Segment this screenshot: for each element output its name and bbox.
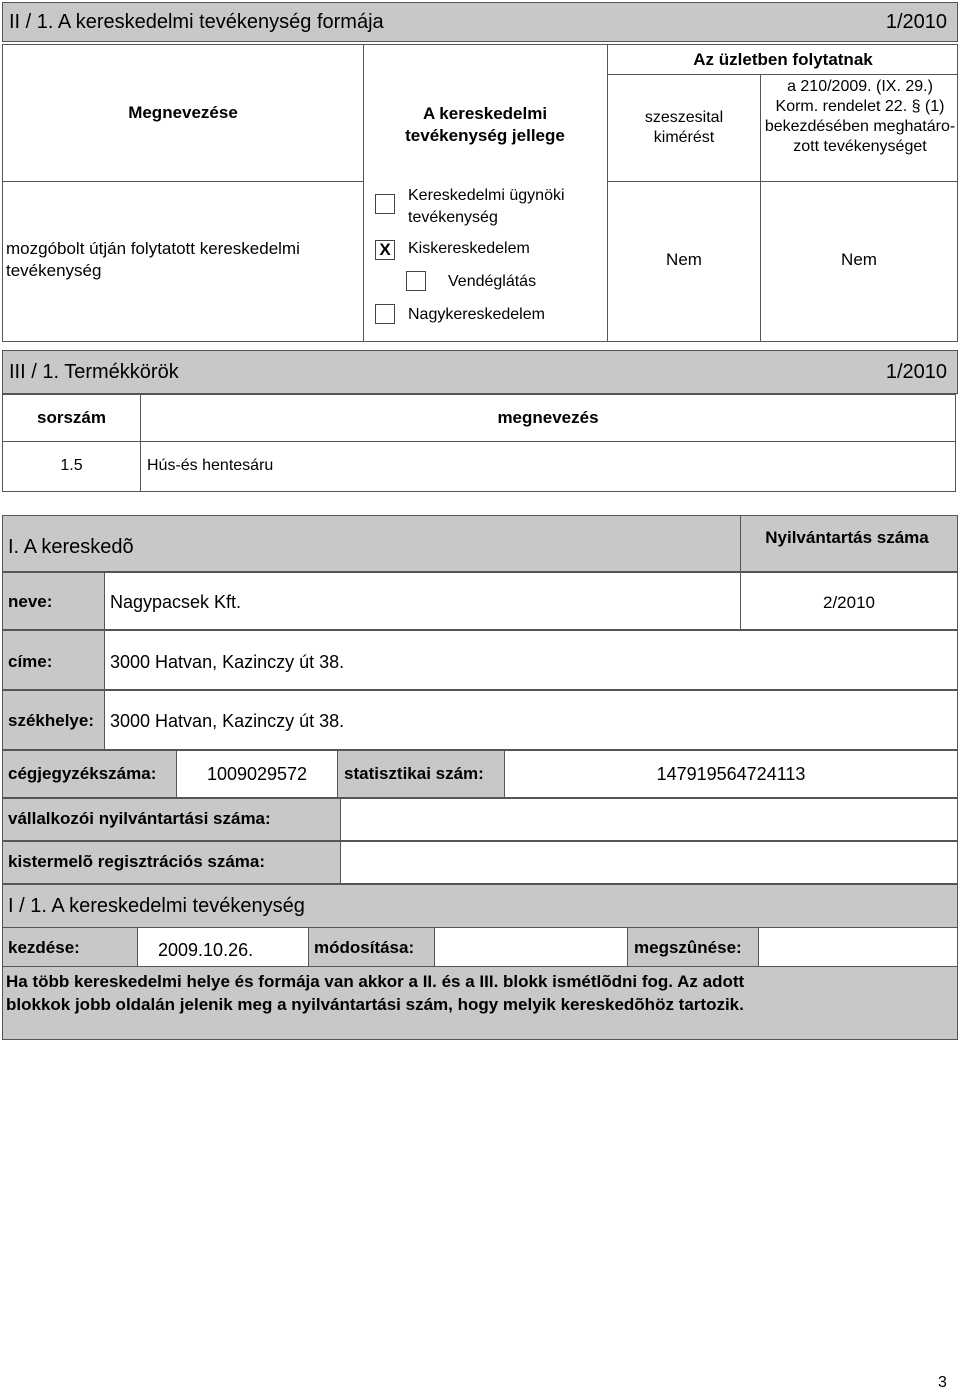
checkbox-wholesale[interactable]	[375, 304, 395, 324]
row-name: mozgóbolt útján folytatott kereskedelmi tevékenység	[6, 239, 300, 280]
name-value: Nagypacsek Kft.	[110, 592, 242, 612]
divider	[608, 181, 958, 182]
company-reg-value: 1009029572	[206, 764, 308, 784]
section3-header	[2, 350, 958, 394]
divider	[740, 515, 741, 572]
divider	[608, 74, 958, 75]
activity-note: Ha több kereskedelmi helye és formája van akkor a II. és a III. blokk ismétlõdni fog. Az adott blokkok jobb oldalán jelenik meg a nyilvántartási szám, hogy melyik kereskedõhöz tartozik.	[6, 972, 745, 1014]
entrepreneur-cell	[340, 799, 957, 840]
page-number: 3	[938, 1374, 947, 1391]
section3-title: III / 1. Termékkörök	[9, 360, 179, 383]
divider	[363, 44, 364, 342]
end-cell	[758, 928, 957, 966]
farmer-label: kistermelõ regisztrációs száma:	[8, 852, 266, 871]
address-label: címe:	[8, 652, 53, 671]
modify-label: módosítása:	[314, 938, 415, 957]
divider	[3, 441, 955, 442]
option-label: Vendéglátás	[448, 273, 537, 290]
col-header-name: Megnevezése	[128, 102, 238, 122]
product-name: Hús-és hentesáru	[147, 457, 274, 474]
divider	[3, 181, 363, 182]
col-header-group: Az üzletben folytatnak	[693, 50, 873, 69]
end-label: megszûnése:	[634, 938, 742, 957]
alcohol-value: Nem	[666, 250, 702, 269]
stat-value: 147919564724113	[656, 764, 806, 784]
reg-header: Nyilvántartás száma	[765, 528, 929, 547]
start-value: 2009.10.26.	[158, 940, 254, 960]
name-label: neve:	[8, 592, 53, 611]
col-header-product: megnevezés	[497, 408, 599, 427]
entrepreneur-label: vállalkozói nyilvántartási száma:	[8, 809, 271, 828]
option-checkbox[interactable]	[375, 240, 395, 260]
divider	[760, 74, 761, 342]
checkbox-retail[interactable]: X	[375, 240, 395, 260]
checkbox-catering[interactable]	[406, 271, 426, 291]
address-value: 3000 Hatvan, Kazinczy út 38.	[110, 652, 345, 672]
col-header-regulation: a 210/2009. (IX. 29.) Korm. rendelet 22. § (1) bekezdésében meghatáro- zott tevékenységet	[764, 78, 956, 155]
divider	[607, 44, 608, 342]
option-label: Nagykereskedelem	[408, 306, 545, 323]
regulation-value: Nem	[841, 250, 877, 269]
option-label: Kereskedelmi ügynöki tevékenység	[408, 187, 565, 226]
farmer-cell	[340, 842, 957, 883]
section3-year: 1/2010	[885, 360, 947, 383]
col-header-alcohol: szeszesital kimérést	[644, 109, 724, 146]
option-label: Kiskereskedelem	[408, 240, 530, 257]
product-no: 1.5	[60, 457, 83, 474]
stat-label: statisztikai szám:	[344, 764, 484, 783]
checkbox-agent[interactable]	[375, 194, 395, 214]
option-checkbox[interactable]	[375, 194, 395, 219]
start-label: kezdése:	[8, 938, 80, 957]
col-header-no: sorszám	[37, 408, 106, 427]
seat-value: 3000 Hatvan, Kazinczy út 38.	[110, 711, 345, 731]
option-checkbox[interactable]	[375, 304, 395, 329]
section2-title: II / 1. A kereskedelmi tevékenység formája	[9, 10, 384, 33]
section2-year: 1/2010	[885, 10, 947, 33]
col-header-nature: A kereskedelmi tevékenység jellege	[405, 104, 565, 145]
section2-header	[2, 2, 958, 42]
reg-value: 2/2010	[823, 593, 875, 612]
activity-title: I / 1. A kereskedelmi tevékenység	[8, 895, 305, 917]
seat-label: székhelye:	[8, 711, 94, 730]
company-reg-label: cégjegyzékszáma:	[8, 764, 157, 783]
modify-cell	[434, 928, 628, 966]
option-checkbox[interactable]	[406, 271, 426, 296]
section1-title: I. A kereskedõ	[8, 536, 134, 558]
